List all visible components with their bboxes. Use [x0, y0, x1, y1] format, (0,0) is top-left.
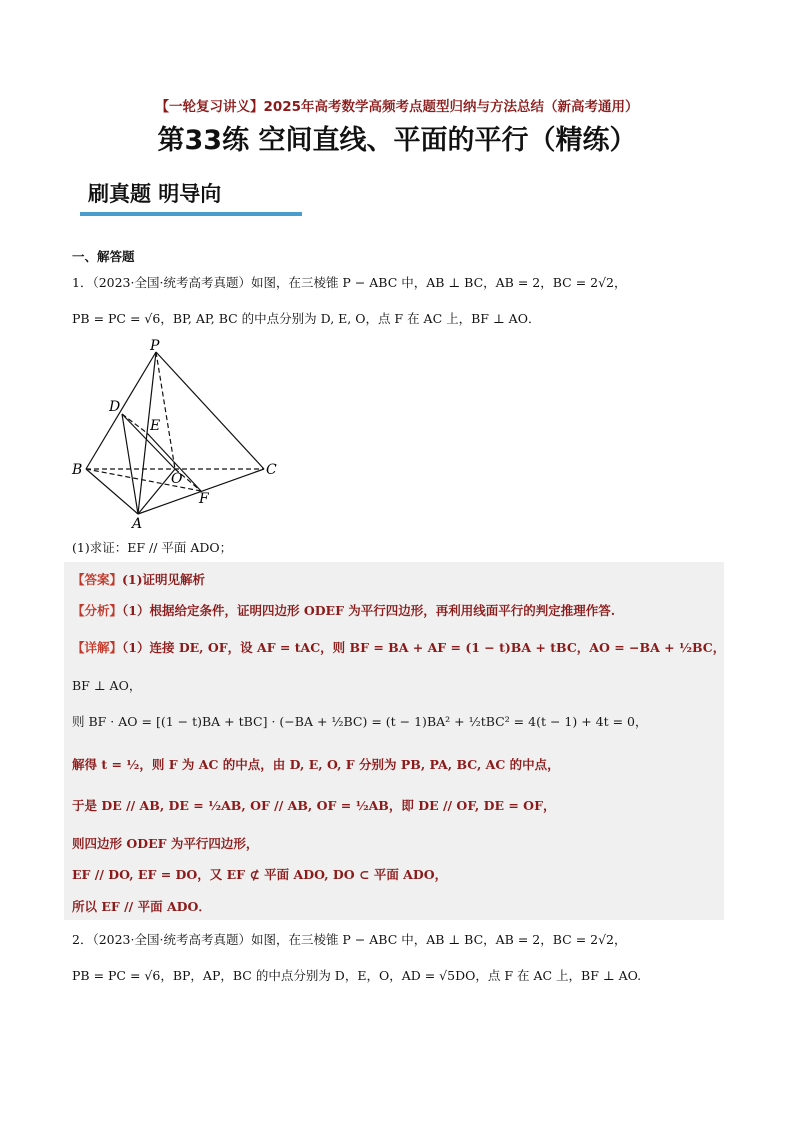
analysis-text: （1）根据给定条件，证明四边形 ODEF 为平行四边形，再利用线面平行的判定推理作答.: [122, 603, 616, 618]
series-header: 【一轮复习讲义】2025年高考数学高频考点题型归纳与方法总结（新高考通用）: [155, 99, 639, 115]
edge-DE-hidden: [122, 414, 147, 433]
pyramid-diagram: [68, 338, 288, 533]
detail-line-2: BF ⊥ AO，: [72, 678, 142, 693]
problem1-line1: 1．（2023·全国·统考高考真题）如图，在三棱锥 P − ABC 中，AB ⊥ BC，AB = 2，BC = 2√2，: [72, 275, 627, 290]
label-D: D: [109, 399, 121, 415]
problem2-line1: 2．（2023·全国·统考高考真题）如图，在三棱锥 P − ABC 中，AB ⊥ BC，AB = 2，BC = 2√2，: [72, 932, 627, 947]
label-C: C: [266, 462, 277, 478]
label-P: P: [150, 338, 160, 354]
detail-tag: 【详解】: [72, 640, 123, 655]
label-F: F: [199, 491, 209, 507]
edge-BA: [86, 469, 138, 514]
analysis-row: [72, 601, 615, 619]
section-underline: [80, 212, 302, 216]
detail-line-3: 则 BF · AO = [(1 − t)BA + tBC] · (−BA + ½BC) = (t − 1)BA² + ½tBC² = 4(t − 1) + 4t = 0，: [72, 714, 648, 729]
detail-line-5: 于是 DE // AB, DE = ½AB, OF // AB, OF = ½AB，即 DE // OF, DE = OF，: [72, 798, 556, 813]
detail-line-8: 所以 EF // 平面 ADO．: [72, 899, 211, 914]
detail-line-4: 解得 t = ½，则 F 为 AC 的中点，由 D, E, O, F 分别为 PB, PA, BC, AC 的中点，: [72, 757, 560, 772]
answer-row: [72, 570, 205, 588]
problem1-question: (1)求证：EF // 平面 ADO；: [72, 540, 233, 555]
label-B: B: [72, 462, 83, 478]
detail-row-1: [72, 638, 725, 656]
page-title: 第33练 空间直线、平面的平行（精练）: [157, 125, 637, 156]
detail-line-7: EF // DO, EF = DO，又 EF ⊄ 平面 ADO, DO ⊂ 平面 ADO，: [72, 867, 448, 882]
detail-line-6: 则四边形 ODEF 为平行四边形，: [72, 836, 259, 851]
edge-DA: [122, 414, 138, 514]
answer-text: (1)证明见解析: [122, 572, 206, 587]
answer-tag: 【答案】: [72, 572, 123, 587]
label-O: O: [171, 471, 183, 487]
problem1-line2: PB = PC = √6，BP, AP, BC 的中点分别为 D, E, O，点 F 在 AC 上，BF ⊥ AO．: [72, 311, 541, 326]
detail-line-1: （1）连接 DE, OF，设 AF = tAC，则 BF = BA + AF = (1 − t)BA + tBC，AO = −BA + ½BC，: [122, 640, 726, 655]
label-E: E: [150, 418, 161, 434]
sub-heading: 一、解答题: [72, 249, 135, 264]
problem2-line2: PB = PC = √6，BP，AP，BC 的中点分别为 D，E，O，AD = √5DO，点 F 在 AC 上，BF ⊥ AO.: [72, 968, 642, 983]
label-A: A: [132, 516, 143, 532]
analysis-tag: 【分析】: [72, 603, 123, 618]
section-title: 刷真题 明导向: [88, 182, 222, 206]
